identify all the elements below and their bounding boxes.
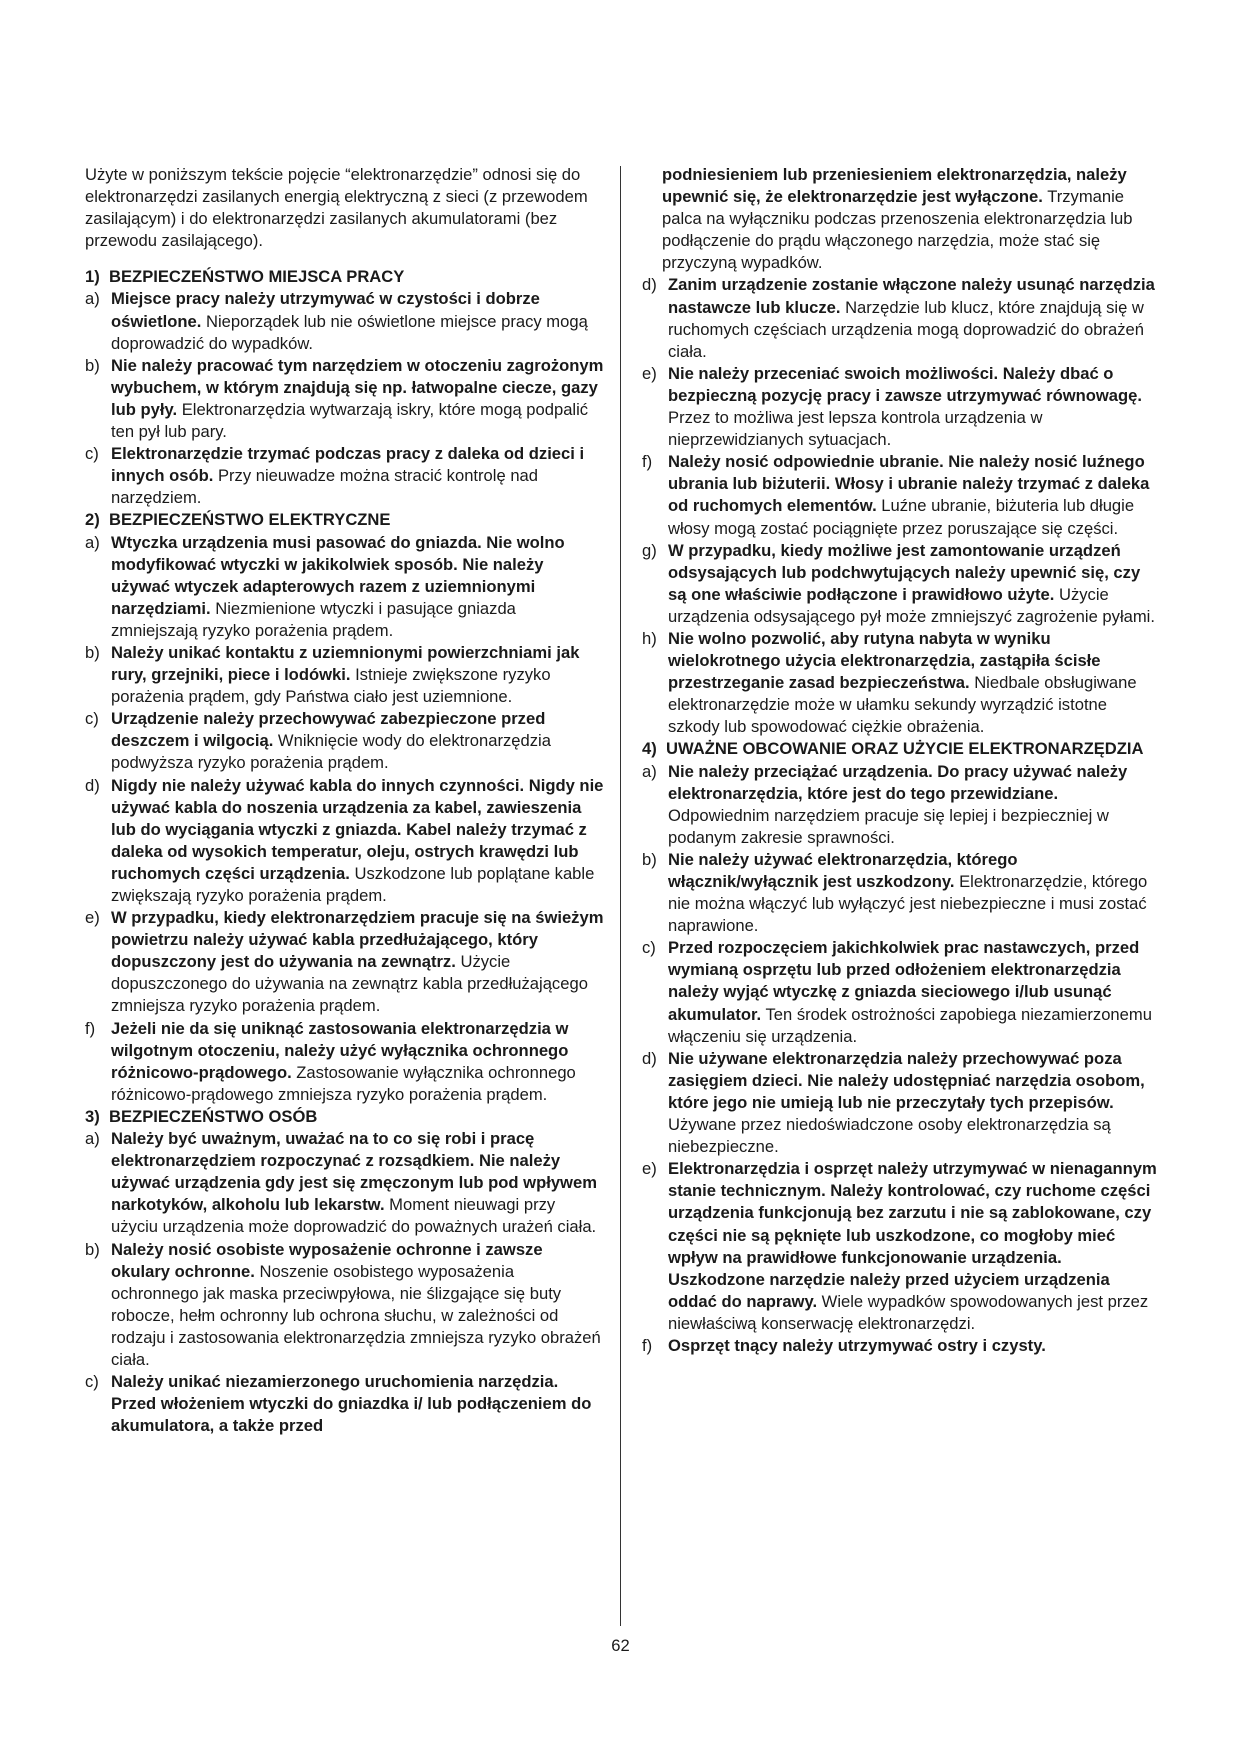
section-title bbox=[85, 1106, 605, 1128]
item-body bbox=[111, 642, 605, 708]
list-item bbox=[642, 937, 1160, 1047]
left-column bbox=[85, 164, 605, 1437]
item-text: Luźne ubranie, biżuteria lub długie włosy mogą zostać pociągnięte przez poruszające się części. bbox=[668, 496, 1135, 538]
item-bold-text: Nie należy pracować tym narzędziem w otoczeniu zagrożonym wybuchem, w którym znajdują się np. łatwopalne ciecze, gazy lub pyły. bbox=[111, 355, 604, 419]
item-label: c) bbox=[85, 709, 99, 729]
item-body bbox=[111, 355, 605, 443]
item-label: d) bbox=[642, 1048, 657, 1068]
item-body bbox=[111, 708, 605, 774]
left-sections bbox=[85, 266, 605, 1437]
item-text: Elektronarzędzie, którego nie można włączyć lub wyłączyć jest niebezpieczne i musi zostać naprawione. bbox=[668, 872, 1148, 936]
item-label: c) bbox=[642, 938, 656, 958]
item-text: Przez to możliwa jest lepsza kontrola urządzenia w nieprzewidzianych sytuacjach. bbox=[668, 408, 1043, 450]
section-number: 3) bbox=[85, 1106, 100, 1126]
item-label: c) bbox=[85, 444, 99, 464]
column-divider bbox=[620, 166, 621, 1626]
item-bold-text: Przed rozpoczęciem jakichkolwiek prac nastawczych, przed wymianą osprzętu lub przed odłożeniem elektronarzędzia należy wyjąć wtyczkę z gniazda sieciowego i/lub usunąć akumulator. bbox=[668, 938, 1140, 1024]
item-text: Moment nieuwagi przy użyciu urządzenia może doprowadzić do poważnych urażeń ciała. bbox=[111, 1195, 597, 1237]
item-body bbox=[668, 451, 1160, 539]
list-item bbox=[642, 849, 1160, 937]
list-item bbox=[85, 288, 605, 354]
item-body bbox=[668, 1335, 1160, 1357]
item-text: Nieporządek lub nie oświetlone miejsce pracy mogą doprowadzić do wypadków. bbox=[111, 311, 588, 353]
item-bold-text: Urządzenie należy przechowywać zabezpieczone przed deszczem i wilgocią. bbox=[111, 709, 546, 751]
list-item bbox=[642, 540, 1160, 628]
item-label: e) bbox=[642, 1159, 657, 1179]
list-item bbox=[85, 443, 605, 509]
section-heading: BEZPIECZEŃSTWO ELEKTRYCZNE bbox=[109, 510, 391, 530]
item-label: a) bbox=[642, 761, 657, 781]
item-label: e) bbox=[642, 363, 657, 383]
section-heading: BEZPIECZEŃSTWO MIEJSCA PRACY bbox=[109, 267, 405, 287]
section-heading: BEZPIECZEŃSTWO OSÓB bbox=[109, 1106, 318, 1126]
item-label: d) bbox=[85, 775, 100, 795]
item-text: Elektronarzędzia wytwarzają iskry, które mogą podpalić ten pył lub pary. bbox=[111, 399, 589, 442]
item-bold-text: W przypadku, kiedy elektronarzędziem pracuje się na świeżym powietrzu należy używać kabla przedłużającego, który dopuszczony jest do używania na zewnątrz. bbox=[111, 908, 604, 972]
section-heading: UWAŻNE OBCOWANIE ORAZ UŻYCIE ELEKTRONARZĘDZIA bbox=[666, 739, 1144, 759]
item-body bbox=[111, 1239, 605, 1372]
item-bold-text: Należy unikać niezamierzonego uruchomienia narzędzia. Przed włożeniem wtyczki do gniazdka i/ lub podłączeniem do akumulatora, a także przed bbox=[111, 1372, 592, 1436]
continuation-text: Trzymanie palca na wyłączniku podczas przenoszenia elektronarzędzia lub podłączenie do prądu włączonego narzędzia, może stać się przyczyną wypadków. bbox=[662, 187, 1133, 273]
item-bold-text: Należy być uważnym, uważać na to co się robi i pracę elektronarzędziem rozpoczynać z rozsądkiem. Nie należy używać urządzenia gdy jest się zmęczonym lub pod wpływem narkotyków, alkoholu lub lekarstw. bbox=[111, 1129, 597, 1215]
item-text: Uszkodzone lub poplątane kable zwiększają ryzyko porażenia prądem. bbox=[111, 863, 595, 905]
item-body bbox=[111, 1128, 605, 1238]
item-text: Narzędzie lub klucz, które znajdują się w ruchomych częściach urządzenia mogą doprowadzić do obrażeń ciała. bbox=[668, 297, 1144, 361]
item-label: d) bbox=[642, 275, 657, 295]
item-bold-text: Należy unikać kontaktu z uziemnionymi powierzchniami jak rury, grzejniki, piece i lodówki. bbox=[111, 642, 580, 685]
list-item bbox=[85, 1239, 605, 1372]
item-body bbox=[111, 532, 605, 642]
item-body bbox=[668, 274, 1160, 362]
continuation-bold: podniesieniem lub przeniesieniem elektronarzędzia, należy upewnić się, że elektronarzędzie jest wyłączone. bbox=[662, 165, 1127, 207]
item-bold-text: Jeżeli nie da się uniknąć zastosowania elektronarzędzia w wilgotnym otoczeniu, należy użyć wyłącznika ochronnego różnicowo-prądowego. bbox=[111, 1018, 569, 1082]
list-item bbox=[642, 1158, 1160, 1335]
item-text: Wniknięcie wody do elektronarzędzia podwyższa ryzyko porażenia prądem. bbox=[111, 731, 551, 773]
item-body bbox=[111, 1018, 605, 1106]
item-label: a) bbox=[85, 532, 100, 552]
continuation-paragraph bbox=[662, 164, 1160, 274]
right-items bbox=[642, 274, 1160, 738]
item-body bbox=[111, 1371, 605, 1437]
item-bold-text: Nie należy używać elektronarzędzia, którego włącznik/wyłącznik jest uszkodzony. bbox=[668, 849, 1018, 891]
item-body bbox=[111, 288, 605, 354]
item-body bbox=[668, 363, 1160, 451]
section-number: 2) bbox=[85, 510, 100, 530]
list-item bbox=[642, 761, 1160, 849]
list-item bbox=[642, 451, 1160, 539]
item-text: Niedbale obsługiwane elektronarzędzie może w ułamku sekundy wyrządzić istotne szkody lub spowodować ciężkie obrażenia. bbox=[668, 673, 1137, 737]
item-label: b) bbox=[85, 355, 100, 375]
list-item bbox=[85, 1128, 605, 1238]
section-title bbox=[642, 738, 1160, 760]
item-text: Przy nieuwadze można stracić kontrolę nad narzędziem. bbox=[111, 466, 538, 508]
list-item bbox=[642, 628, 1160, 738]
item-body bbox=[111, 443, 605, 509]
item-bold-text: Nigdy nie należy używać kabla do innych czynności. Nigdy nie używać kabla do noszenia urządzenia za kabel, zawieszenia lub do wyciągania wtyczki z gniazda. Kabel należy trzymać z daleka od wysokich temperatur, oleju, ostrych krawędzi lub ruchomych części urządzenia. bbox=[111, 775, 604, 883]
item-bold-text: W przypadku, kiedy możliwe jest zamontowanie urządzeń odsysających lub podchwytujących należy upewnić się, czy są one właściwie podłączone i prawidłowo użyte. bbox=[668, 540, 1141, 604]
list-item bbox=[85, 642, 605, 708]
list-item bbox=[642, 274, 1160, 362]
list-item bbox=[642, 1048, 1160, 1158]
item-bold-text: Należy nosić odpowiednie ubranie. Nie należy nosić luźnego ubrania lub biżuterii. Włosy i ubranie należy trzymać z daleka od ruchomych elementów. bbox=[668, 452, 1150, 516]
item-text: Ten środek ostrożności zapobiega niezamierzonemu włączeniu się urządzenia. bbox=[668, 1004, 1152, 1046]
item-bold-text: Osprzęt tnący należy utrzymywać ostry i czysty. bbox=[668, 1335, 1046, 1355]
item-label: b) bbox=[85, 1239, 100, 1259]
item-label: f) bbox=[642, 1335, 653, 1355]
item-label: g) bbox=[642, 540, 657, 560]
section-number: 1) bbox=[85, 267, 100, 287]
item-label: h) bbox=[642, 628, 657, 648]
item-body bbox=[668, 628, 1160, 738]
list-item bbox=[85, 775, 605, 908]
item-bold-text: Wtyczka urządzenia musi pasować do gniazda. Nie wolno modyfikować wtyczki w jakikolwiek sposób. Nie należy używać wtyczek adapterowych razem z uziemnionymi narzędziami. bbox=[111, 532, 565, 618]
item-body bbox=[111, 907, 605, 1017]
item-text: Użycie dopuszczonego do używania na zewnątrz kabla przedłużającego zmniejsza ryzyko porażenia prądem. bbox=[111, 952, 588, 1016]
item-body bbox=[668, 761, 1160, 849]
item-bold-text: Miejsce pracy należy utrzymywać w czystości i dobrze oświetlone. bbox=[111, 289, 540, 331]
item-label: f) bbox=[642, 452, 653, 472]
section-number: 4) bbox=[642, 739, 657, 759]
item-label: b) bbox=[85, 642, 100, 662]
item-body bbox=[668, 1158, 1160, 1335]
item-text: Odpowiednim narzędziem pracuje się lepiej i bezpieczniej w podanym zakresie sprawności. bbox=[668, 805, 1109, 847]
section-title bbox=[85, 266, 605, 288]
item-text: Istnieje zwiększone ryzyko porażenia prądem, gdy Państwa ciało jest uziemnione. bbox=[111, 665, 551, 707]
item-body bbox=[111, 775, 605, 908]
item-body bbox=[668, 1048, 1160, 1158]
list-item bbox=[642, 363, 1160, 451]
list-item bbox=[642, 1335, 1160, 1357]
item-text: Użycie urządzenia odsysającego pył może zmniejszyć zagrożenie pyłami. bbox=[668, 584, 1155, 626]
item-bold-text: Zanim urządzenie zostanie włączone należy usunąć narzędzia nastawcze lub klucze. bbox=[668, 275, 1155, 317]
item-bold-text: Należy nosić osobiste wyposażenie ochronne i zawsze okulary ochronne. bbox=[111, 1239, 543, 1281]
item-body bbox=[668, 937, 1160, 1047]
item-bold-text: Nie należy przeciążać urządzenia. Do pracy używać należy elektronarzędzia, które jest do tego przewidziane. bbox=[668, 761, 1128, 803]
item-label: a) bbox=[85, 1129, 100, 1149]
list-item bbox=[85, 708, 605, 774]
item-bold-text: Nie należy przeceniać swoich możliwości. Należy dbać o bezpieczną pozycję pracy i zawsze utrzymywać równowagę. bbox=[668, 363, 1143, 405]
item-bold-text: Elektronarzędzie trzymać podczas pracy z daleka od dzieci i innych osób. bbox=[111, 444, 585, 486]
section4-items bbox=[642, 761, 1160, 1358]
item-bold-text: Nie używane elektronarzędzia należy przechowywać poza zasięgiem dzieci. Nie należy udostępniać narzędzia osobom, które jego nie umieją lub nie przeczytały tych przepisów. bbox=[668, 1048, 1145, 1112]
item-label: b) bbox=[642, 849, 657, 869]
item-bold-text: Elektronarzędzia i osprzęt należy utrzymywać w nienagannym stanie technicznym. Należy kontrolować, czy ruchome części urządzenia funkcjonują bez zarzutu i nie są zablokowane, czy części nie są pęknięte lub uszkodzone, co mogłoby mieć wpływ na prawidłowe funkcjonowanie urządzenia. Uszkodzone narzędzie należy przed użyciem urządzenia oddać do naprawy. bbox=[668, 1159, 1157, 1311]
item-text: Noszenie osobistego wyposażenia ochronnego jak maska przeciwpyłowa, nie ślizgające się buty robocze, hełm ochronny lub ochrona słuchu, w zależności od rodzaju i zastosowania elektronarzędzia zmniejsza ryzyko obrażeń ciała. bbox=[111, 1261, 601, 1369]
item-label: a) bbox=[85, 289, 100, 309]
section-title bbox=[85, 509, 605, 531]
list-item bbox=[85, 532, 605, 642]
right-column bbox=[642, 164, 1160, 1357]
list-item bbox=[85, 355, 605, 443]
item-text: Niezmienione wtyczki i pasujące gniazda zmniejszają ryzyko porażenia prądem. bbox=[111, 598, 516, 640]
intro-paragraph: Użyte w poniższym tekście pojęcie “elektronarzędzie” odnosi się do elektronarzędzi zasilanych energią elektryczną z sieci (z przewodem zasilającym) i do elektronarzędzi zasilanych akumulatorami (bez przewodu zasilającego). bbox=[85, 165, 588, 251]
item-text: Używane przez niedoświadczone osoby elektronarzędzia są niebezpieczne. bbox=[668, 1115, 1111, 1157]
item-label: c) bbox=[85, 1372, 99, 1392]
list-item bbox=[85, 1018, 605, 1106]
item-text: Zastosowanie wyłącznika ochronnego różnicowo-prądowego zmniejsza ryzyko porażenia prądem. bbox=[111, 1062, 576, 1104]
item-body bbox=[668, 849, 1160, 937]
list-item bbox=[85, 907, 605, 1017]
list-item bbox=[85, 1371, 605, 1437]
item-text: Wiele wypadków spowodowanych jest przez niewłaściwą konserwację elektronarzędzi. bbox=[668, 1291, 1149, 1333]
page-number: 62 bbox=[611, 1636, 630, 1655]
item-body bbox=[668, 540, 1160, 628]
item-bold-text: Nie wolno pozwolić, aby rutyna nabyta w wyniku wielokrotnego użycia elektronarzędzia, zastąpiła ścisłe przestrzeganie zasad bezpieczeństwa. bbox=[668, 628, 1101, 693]
item-label: e) bbox=[85, 908, 100, 928]
item-label: f) bbox=[85, 1018, 96, 1038]
